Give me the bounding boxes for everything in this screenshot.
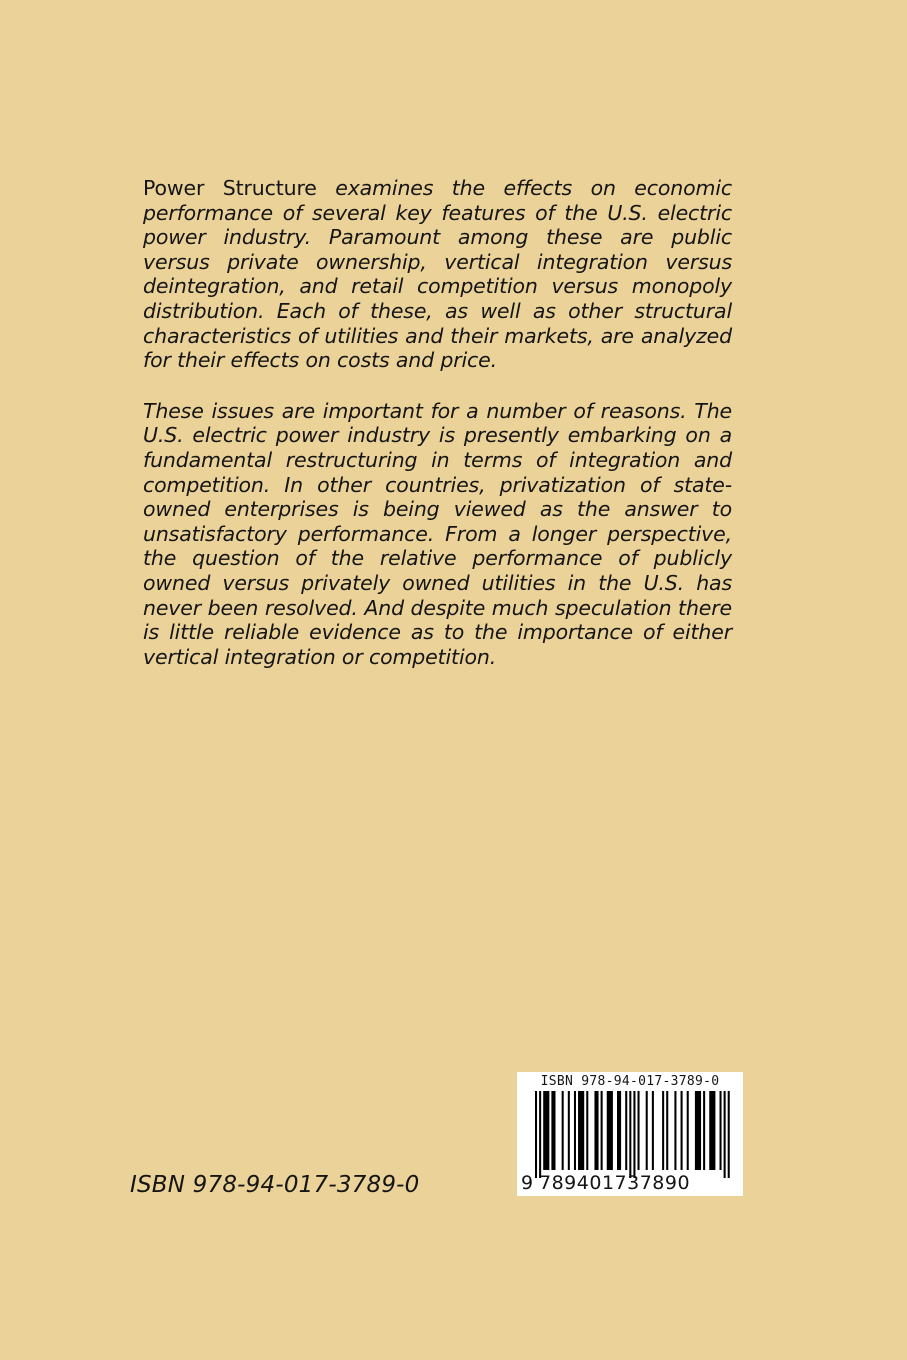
barcode-bar bbox=[703, 1091, 705, 1170]
barcode-bar bbox=[625, 1091, 627, 1170]
blurb-paragraph-1-text: examines the effects on economic performance of several key features of the U.S. electric power industry. Paramount among these are public versus private ownership, vertical integration versus deintegration, and retail competition versus monopoly distribution. Each of these, as well as other structural characteristics of utilities and their markets, are analyzed for their effects on costs and price. bbox=[143, 176, 732, 373]
barcode-bar bbox=[720, 1091, 722, 1170]
barcode-bar bbox=[638, 1091, 640, 1170]
barcode-bar bbox=[695, 1091, 701, 1170]
isbn-label: ISBN 978-94-017-3789-0 bbox=[130, 1172, 420, 1198]
barcode-bar bbox=[601, 1091, 603, 1170]
barcode-bar bbox=[687, 1091, 689, 1170]
barcode-bar bbox=[662, 1091, 664, 1170]
barcode-bar bbox=[574, 1091, 576, 1170]
barcode-bar bbox=[681, 1091, 683, 1170]
barcode-bar bbox=[568, 1091, 570, 1170]
barcode-digits: 789401737890 bbox=[539, 1172, 691, 1194]
book-title-inline: Power Structure bbox=[143, 176, 317, 200]
barcode-bar bbox=[724, 1091, 726, 1178]
barcode-bar bbox=[666, 1091, 668, 1170]
blurb-paragraph-2: These issues are important for a number of reasons. The U.S. electric power industry is presently embarking on a fundamental restructuring in terms of integration and competition. In other countries, privatization of state-owned enterprises is being viewed as the answer to unsatisfactory performance. From a longer perspective, the question of the relative performance of publicly owned versus privately owned utilities in the U.S. has never been resolved. And despite much speculation there is little reliable evidence as to the importance of either vertical integration or competition. bbox=[143, 398, 732, 669]
barcode-first-digit: 9 bbox=[521, 1172, 534, 1194]
barcode-bar bbox=[709, 1091, 715, 1170]
barcode-bar bbox=[562, 1091, 564, 1170]
barcode-bar bbox=[607, 1091, 613, 1170]
barcode-bar bbox=[629, 1091, 631, 1178]
barcode-bar bbox=[543, 1091, 549, 1170]
barcode-bar bbox=[539, 1091, 541, 1178]
back-cover-blurb bbox=[143, 176, 732, 669]
barcode-bar bbox=[594, 1091, 598, 1170]
barcode-bar bbox=[617, 1091, 621, 1170]
barcode-bar bbox=[728, 1091, 730, 1178]
barcode-bar bbox=[586, 1091, 588, 1170]
barcode-bar bbox=[578, 1091, 584, 1170]
barcode-isbn-text: ISBN 978-94-017-3789-0 bbox=[540, 1074, 720, 1089]
barcode-bar bbox=[646, 1091, 648, 1170]
blurb-paragraph-1 bbox=[143, 176, 732, 373]
barcode-bar bbox=[652, 1091, 654, 1170]
barcode-bar bbox=[633, 1091, 635, 1178]
barcode-bar bbox=[551, 1091, 555, 1170]
barcode bbox=[517, 1072, 743, 1196]
barcode-bar bbox=[535, 1091, 537, 1178]
barcode-bar bbox=[674, 1091, 676, 1170]
